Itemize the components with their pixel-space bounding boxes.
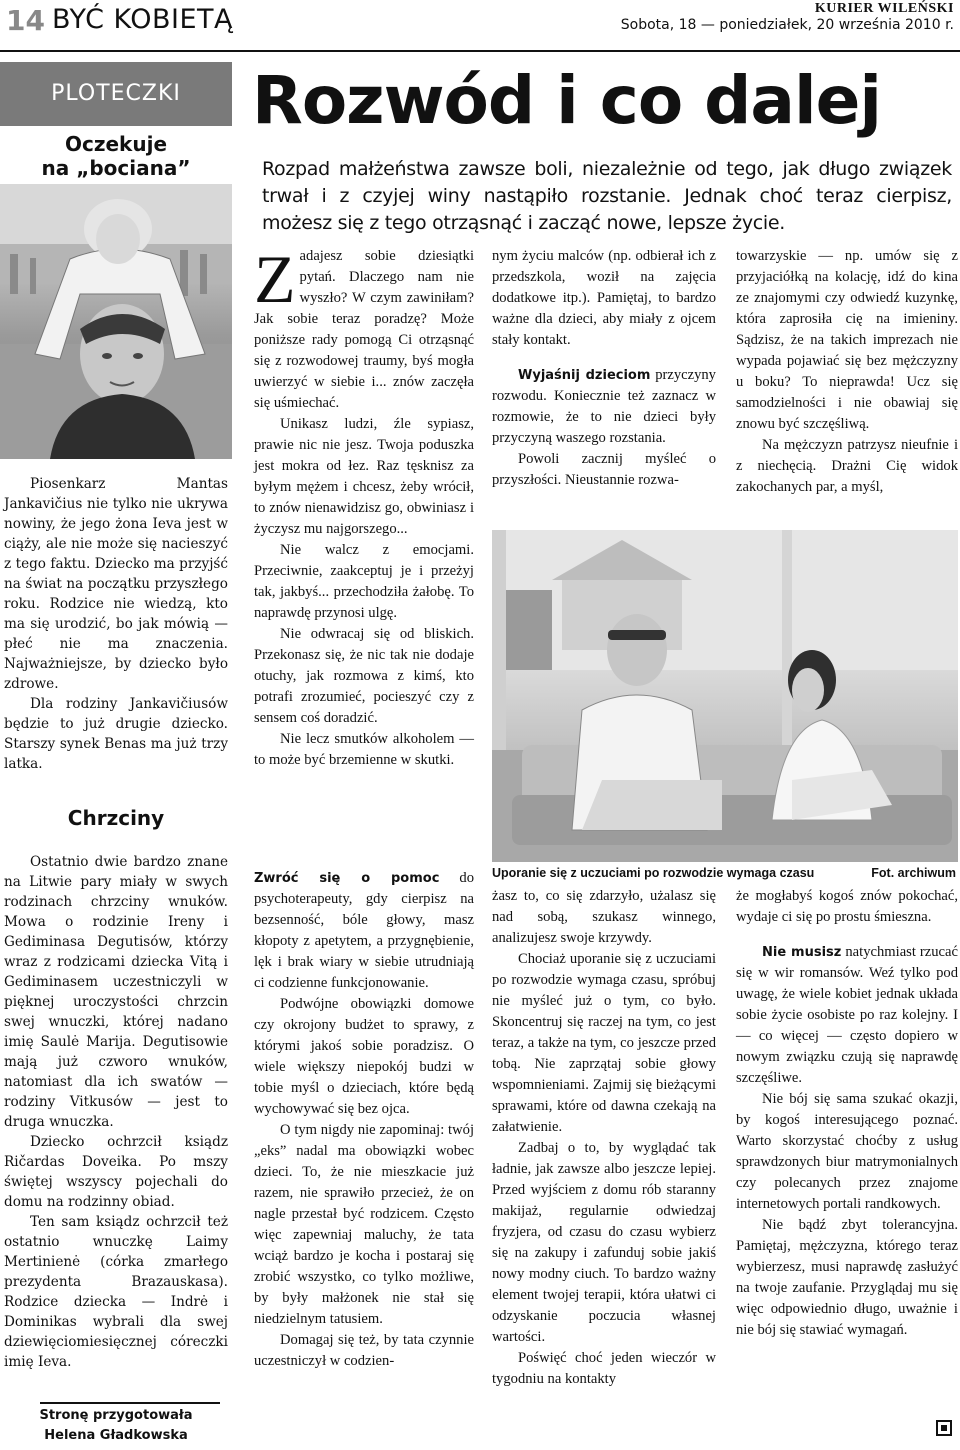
keyword: Wyjaśnij dzieciom — [518, 368, 651, 383]
article-paragraph: Wyjaśnij dzieciom przyczyny rozwodu. Koniecznie też zaznacz w rozmowie, że to nie dzieci były przyczyną waszego rozstania. — [492, 367, 716, 446]
author-credit — [0, 1406, 232, 1446]
sidebar-story-1-para: Piosenkarz Mantas Jankavičius nie tylko nie ukrywa nowiny, że jego żona Ieva jest w ciąży, ale nie może się nacieszyć z tego faktu. Dziecko ma przyjść na świat na początku przyszłego roku. Rodzice nie wiedzą, kto ma się urodzić, bo jak mówią — płeć nie ma znaczenia. Najważniejsze, by dziecko było zdrowe. — [4, 476, 228, 692]
credit-line-2: Helena Gładkowska — [44, 1428, 188, 1443]
article-column-3-lower — [736, 886, 958, 1341]
sidebar-headline-2: Chrzciny — [67, 806, 165, 830]
sidebar-story-2-para: Ten sam ksiądz ochrzcił też ostatnio wnuczkę Laimy Mertinienė (córka zmarłego prezydenta Brazauskasa). Rodzice dziecka — Indrė i Dominikas wybrali dla swej dziewięciomiesięcznej córeczki imię Ieva. — [4, 1214, 228, 1370]
keyword: Nie musisz — [762, 945, 842, 960]
article-paragraph: Nie walcz z emocjami. Przeciwnie, zaakceptuj je i przeżyj tak, jakbyś... przechodziła żałobę. To naprawdę przynosi ulgę. — [254, 542, 474, 621]
page-number: 14 — [6, 4, 45, 37]
sidebar-story-1 — [4, 474, 228, 774]
article-paragraph: Zwróć się o pomoc do psychoterapeuty, gdy cierpisz na bezsenność, bóle głowy, masz kłopoty z apetytem, a przygnębienie, lęk i brak wiary w siebie utrudniają ci codzienne funkcjonowanie. — [254, 870, 474, 991]
article-paragraph: żasz to, co się zdarzyło, użalasz się nad sobą, szukasz winnego, analizujesz swoje krzywdy. — [492, 888, 716, 946]
keyword: Zwróć się o pomoc — [254, 871, 440, 886]
article-paragraph: Zadajesz sobie dziesiątki pytań. Dlaczego nam nie wyszło? W czym zawiniłam? Jak sobie teraz poradzę? Może poniższe rady pomogą Ci otrząsnąć się z rozwodowej traumy, byś mogła uwierzyć w siebie i... znów zaczęła się uśmiechać. — [254, 241, 474, 411]
sidebar-headline-line1: Oczekuje — [64, 132, 168, 156]
article-column-3 — [736, 246, 958, 498]
article-paragraph: Zadbaj o to, by wyglądać tak ładnie, jak zawsze albo jeszcze lepiej. Przed wyjściem z domu rób staranny makijaż, regularnie odwiedzaj fryzjera, od czasu do czasu wybierz się na zakupy i zafunduj sobie jakiś nowy modny ciuch. To bardzo ważny element twojej terapii, która ułatwi ci odzyskanie poczucia własnej wartości. — [492, 1140, 716, 1345]
credit-line-1: Stronę przygotowała — [39, 1408, 193, 1423]
article-paragraph: Domagaj się też, by tata czynnie uczestniczył w codzien- — [254, 1332, 474, 1369]
couple-on-sofa-photo — [492, 530, 958, 862]
sidebar-story-2-para: Ostatnio dwie bardzo znane na Litwie pary miały w swych rodzinach chrzciny wnuków. Mowa o rodzinie Ireny i Gediminasa Degutisów, którzy wraz z rodzicami dziecka Vitą i Gediminasem uczestniczyli w pięknej uroczystości chrzcin swej wnuczki, której nadano imię Saulė Marija. Degutisowie mają już czworo wnuków, natomiast dla ich swatów — rodziny Vitkusów — jest to druga wnuczka. — [4, 854, 228, 1130]
photo-credit: Fot. archiwum — [871, 866, 956, 880]
father-child-photo — [0, 184, 232, 459]
article-paragraph: Nie odwracaj się od bliskich. Przekonasz się, że nic tak nie dodaje otuchy, jak rozmowa z kimś, kto potrafi zrozumieć, pocieszyć czy z sensem coś doradzić. — [254, 626, 474, 726]
article-paragraph: że mogłabyś kogoś znów pokochać, wydaje ci się po prostu śmieszna. — [736, 888, 958, 925]
article-column-2-lower — [492, 886, 716, 1390]
article-paragraph: Podwójne obowiązki domowe czy okrojony budżet to sprawy, z którymi jakoś sobie poradzisz. O wiele większy niepokój budzi w tobie myśl o dzieciach, które będą wychowywać się bez ojca. — [254, 996, 474, 1117]
sidebar-label: PLOTECZKI — [0, 62, 232, 126]
sidebar-photo — [0, 184, 232, 459]
article-paragraph: Powoli zacznij myśleć o przyszłości. Nieustannie rozwa- — [492, 451, 716, 488]
drop-cap: Z — [254, 241, 296, 317]
article-paragraph: Nie bądź zbyt tolerancyjna. Pamiętaj, mężczyzna, którego teraz wybierzesz, musi naprawdę zasłużyć na twoje zaufanie. Przyglądaj mu się więc odpowiednio długo, uważnie i nie bój się stawiać wymagań. — [736, 1217, 958, 1338]
article-paragraph: Poświęć choć jeden wieczór w tygodniu na kontakty — [492, 1350, 716, 1387]
article-paragraph: O tym nigdy nie zapominaj: twój „eks” nadal ma obowiązki wobec dzieci. To, że nie mieszkacie już razem, nie sprawiło przecież, że on nagle przestał być rodzicem. Często więc zapewniaj maluchy, że tata wciąż bardzo je kocha i postaraj się zrobić wszystko, co tylko możliwe, by były małżonek nie stał się niedzielnym tatusiem. — [254, 1122, 474, 1327]
article-paragraph: Nie bój się sama szukać okazji, by kogoś interesującego poznać. Warto skorzystać choćby z usług sprawdzonych biur matrymonialnych czy polecanych przez znajome internetowych portali randkowych. — [736, 1091, 958, 1212]
header-rule — [0, 50, 960, 52]
article-paragraph: Unikasz ludzi, źle sypiasz, prawie nic nie jesz. Twoja poduszka jest mokra od łez. Raz tęsknisz za byłym mężem i chcesz, żeby wrócił, to znów nienawidzisz go, obwiniasz i życzysz mu najgorszego... — [254, 416, 474, 537]
photo-caption: Uporanie się z uczuciami po rozwodzie wymaga czasu — [492, 866, 815, 880]
article-title: Rozwód i co dalej — [252, 62, 881, 139]
article-paragraph: towarzyskie — np. umów się z przyjaciółką na kolację, idź do kina ze znajomymi czy odwiedź kuzynkę, która zaprosiła cię na imieniny. Sądzisz, że na takich imprezach nie wypada pojawiać się bez mężczyzny u boku? To nieprawda! Ucz się samodzielności i nie obawiaj się znowu być szczęśliwą. — [736, 248, 958, 432]
article-paragraph: Nie musisz natychmiast rzucać się w wir romansów. Weź tylko pod uwagę, że wiele kobiet jednak układa sobie życie osobiste po raz kolejny. I — co więcej — często dopiero w nowym związku czują się naprawdę szczęśliwe. — [736, 944, 958, 1086]
sidebar-headline-line2: na „bociana” — [41, 156, 191, 180]
end-of-article-icon — [936, 1420, 952, 1436]
article-photo — [492, 530, 958, 862]
sidebar-headline — [0, 132, 232, 180]
article-column-2 — [492, 246, 716, 491]
sidebar-story-2 — [4, 852, 228, 1372]
article-paragraph: Chociaż uporanie się z uczuciami po rozwodzie wymaga czasu, spróbuj nie myśleć już o tym, co było. Skoncentruj się raczej na tym, co jest teraz, a także na tym, co jeszcze przed tobą. Nie zaprzątaj sobie głowy wspomnieniami. Zajmij się bieżącymi sprawami, które od dawna czekają na załatwienie. — [492, 951, 716, 1135]
section-title: BYĆ KOBIETĄ — [52, 4, 233, 35]
article-column-1-lower — [254, 868, 474, 1372]
sidebar-story-2-para: Dziecko ochrzcił ksiądz Ričardas Doveika. Po mszy świętej wszyscy pojechali do domu na rodzinny obiad. — [4, 1134, 228, 1210]
article-paragraph: nym życiu malców (np. odbierał ich z przedszkola, woził na zajęcia dodatkowe itp.). Pamiętaj, to bardzo ważne dla dzieci, aby miały z ojcem stały kontakt. — [492, 248, 716, 348]
sidebar-story-1-para: Dla rodziny Jankavičiusów będzie to już drugie dziecko. Starszy synek Benas ma już trzy latka. — [4, 696, 228, 772]
article-paragraph: Nie lecz smutków alkoholem — to może być brzemienne w skutki. — [254, 731, 474, 768]
article-column-1 — [254, 241, 474, 771]
publication-name: KURIER WILEŃSKI — [814, 1, 954, 16]
credit-rule — [40, 1402, 220, 1404]
article-paragraph: Na mężczyzn patrzysz nieufnie i z niechęcią. Drażni Cię widok zakochanych par, a myśl, — [736, 437, 958, 495]
article-lead: Rozpad małżeństwa zawsze boli, niezależnie od tego, jak długo związek trwał i z czyjej winy nastąpiło rozstanie. Jednak choć teraz cierpisz, możesz się z tego otrząsnąć i zacząć nowe, lepsze życie. — [262, 158, 952, 234]
issue-date: Sobota, 18 — poniedziałek, 20 września 2010 r. — [620, 17, 954, 33]
